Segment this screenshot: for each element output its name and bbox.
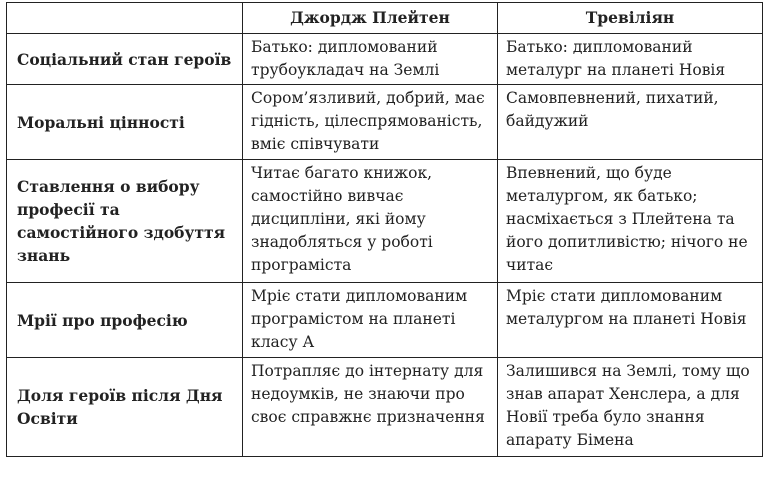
cell-trevillyan: Мріє стати дипломованим металургом на планеті Новія (498, 283, 763, 358)
header-corner (7, 3, 243, 34)
cell-trevillyan: Самовпевнений, пихатий, байдужий (498, 85, 763, 160)
cell-platen: Читає багато книжок, самостійно вивчає дисципліни, які йому знадобляться у роботі програміста (243, 160, 498, 283)
cell-trevillyan: Впевнений, що буде металургом, як батько; насміхається з Плейтена та його допитливістю; нічого не читає (498, 160, 763, 283)
row-label: Доля героїв після Дня Освіти (7, 358, 243, 457)
document-page (0, 2, 768, 457)
table-row (7, 283, 763, 358)
comparison-table (6, 2, 763, 457)
row-label: Моральні цінності (7, 85, 243, 160)
header-platen: Джордж Плейтен (243, 3, 498, 34)
cell-platen: Мріє стати дипломованим програмістом на планеті класу А (243, 283, 498, 358)
table-row (7, 358, 763, 457)
cell-trevillyan: Батько: дипломований металург на планеті Новія (498, 34, 763, 85)
cell-platen: Сором’язливий, добрий, має гідність, цілеспрямованість, вміє співчувати (243, 85, 498, 160)
row-label: Соціальний стан героїв (7, 34, 243, 85)
header-trevillyan: Тревіліян (498, 3, 763, 34)
row-label: Мрії про професію (7, 283, 243, 358)
table-row (7, 85, 763, 160)
cell-trevillyan: Залишився на Землі, тому що знав апарат Хенслера, а для Новії треба було знання апарату Бімена (498, 358, 763, 457)
table-row (7, 34, 763, 85)
table-row (7, 160, 763, 283)
cell-platen: Потрапляє до інтернату для недоумків, не знаючи про своє справжнє призначення (243, 358, 498, 457)
table-header-row (7, 3, 763, 34)
row-label: Ставлення о вибору професії та самостійного здобуття знань (7, 160, 243, 283)
cell-platen: Батько: дипломований трубоукладач на Землі (243, 34, 498, 85)
